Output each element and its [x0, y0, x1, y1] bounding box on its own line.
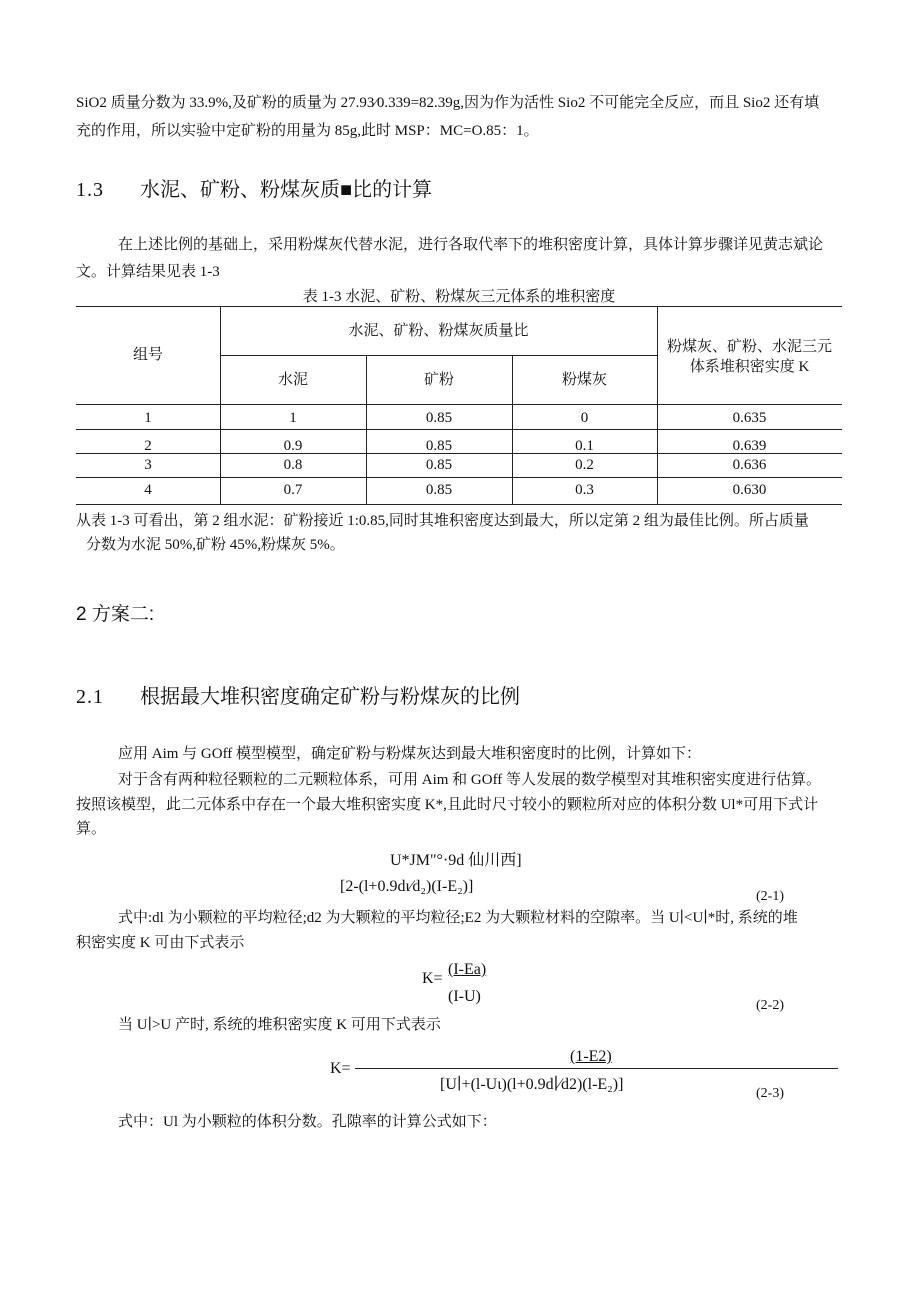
paragraph-line: 在上述比例的基础上，采用粉煤灰代替水泥，进行各取代率下的堆积密度计算，具体计算步骤详见黄志斌论: [118, 237, 824, 253]
paragraph-line: 积密实度 K 可由下式表示: [76, 935, 245, 951]
equation-2-3-denominator: [U∣+(l-Uι)(l+0.9d∣⁄d2)(l-E₂)]: [440, 1076, 624, 1093]
equation-2-1-top: U*JM"°·9d 仙川西]: [390, 852, 522, 869]
table-cell: 3: [144, 457, 152, 473]
table-cell: 0.85: [425, 457, 453, 473]
table-cell: 1: [144, 410, 152, 426]
intro-line-1: SiO2 质量分数为 33.9%,及矿粉的质量为 27.93⁄0.339=82.39g,因为作为活性 Sio2 不可能完全反应，而且 Sio2 还有填: [76, 95, 820, 111]
table-cell: 0.8: [283, 457, 303, 473]
table-cell: 0.9: [283, 438, 303, 454]
section-number: 1.3: [76, 179, 104, 201]
paragraph-line: 当 U∣>U 产时, 系统的堆积密实度 K 可用下式表示: [118, 1017, 441, 1033]
table-cell: 0.630: [732, 482, 767, 498]
table-cell: 0.7: [283, 482, 303, 498]
table-cell: 0.636: [732, 457, 767, 473]
table-cell: 1: [289, 410, 297, 426]
table-cell: 0.3: [575, 482, 594, 498]
table-cell: 0.1: [575, 438, 594, 454]
paragraph-line: 式中:dl 为小颗粒的平均粒径;d2 为大颗粒的平均粒径;E2 为大颗粒材料的空隙率。当 U∣<U∣*时, 系统的堆: [118, 910, 798, 926]
table-cell: 0.85: [425, 410, 453, 426]
paragraph-line: 对于含有两种粒径颗粒的二元颗粒体系，可用 Aim 和 GOff 等人发展的数学模型对其堆积密实度进行估算。: [118, 772, 822, 788]
section-number: 2.1: [76, 686, 104, 708]
header-result: 体系堆积密实度 K: [689, 359, 810, 375]
table-cell: 4: [144, 482, 152, 498]
equation-label: (2-1): [756, 889, 784, 904]
equation-label: (2-3): [756, 1086, 784, 1101]
table-cell: 0.635: [732, 410, 767, 426]
header-ratio: 水泥、矿粉、粉煤灰质量比: [348, 323, 529, 339]
equation-2-3-lhs: K=: [330, 1060, 351, 1077]
intro-line-2: 充的作用，所以实验中定矿粉的用量为 85g,此时 MSP：MC=O.85：1。: [76, 123, 539, 139]
equation-label: (2-2): [756, 998, 784, 1013]
conclusion-line-1: 从表 1-3 可看出，第 2 组水泥：矿粉接近 1:0.85,同时其堆积密度达到最大，所以定第 2 组为最佳比例。所占质量: [76, 513, 809, 529]
paragraph-line: 算。: [76, 821, 107, 837]
equation-2-2-lhs: K=: [422, 970, 443, 987]
section-heading: 根据最大堆积密度确定矿粉与粉煤灰的比例: [140, 686, 520, 708]
table-cell: 2: [144, 438, 152, 454]
section-heading: 2 方案二:: [76, 604, 155, 625]
table-cell: 0.639: [732, 438, 767, 454]
paragraph-line: 按照该模型，此二元体系中存在一个最大堆积密实度 K*,且此时尺寸较小的颗粒所对应的体积分数 Ul*可用下式计: [76, 797, 819, 813]
equation-2-3-numerator: (1-E2): [570, 1048, 612, 1065]
conclusion-line-2: 分数为水泥 50%,矿粉 45%,粉煤灰 5%。: [86, 537, 345, 553]
header-group: 组号: [132, 347, 163, 363]
table-cell: 0.85: [425, 438, 453, 454]
table-cell: 0: [580, 410, 589, 426]
paragraph-line: 文。计算结果见表 1-3: [76, 264, 220, 280]
paragraph-line: 应用 Aim 与 GOff 模型模型，确定矿粉与粉煤灰达到最大堆积密度时的比例，计算如下：: [118, 746, 702, 762]
header-result: 粉煤灰、矿粉、水泥三元: [666, 339, 832, 355]
table-caption: 表 1-3 水泥、矿粉、粉煤灰三元体系的堆积密度: [302, 289, 616, 305]
paragraph-line: 式中：Ul 为小颗粒的体积分数。孔隙率的计算公式如下：: [118, 1114, 497, 1130]
table-cell: 0.2: [575, 457, 594, 473]
subheader-slag: 矿粉: [423, 372, 454, 388]
table-cell: 0.85: [425, 482, 453, 498]
equation-2-2-denominator: (I-U): [448, 988, 481, 1005]
subheader-flyash: 粉煤灰: [561, 372, 607, 388]
fraction-bar: [355, 1068, 838, 1069]
equation-2-2-numerator: (I-Ea): [448, 961, 487, 978]
equation-2-1-bottom: [2-(l+0.9dι⁄d₂)(I-E₂)]: [340, 878, 474, 895]
subheader-cement: 水泥: [277, 372, 308, 388]
section-heading: 水泥、矿粉、粉煤灰质■比的计算: [140, 179, 433, 201]
